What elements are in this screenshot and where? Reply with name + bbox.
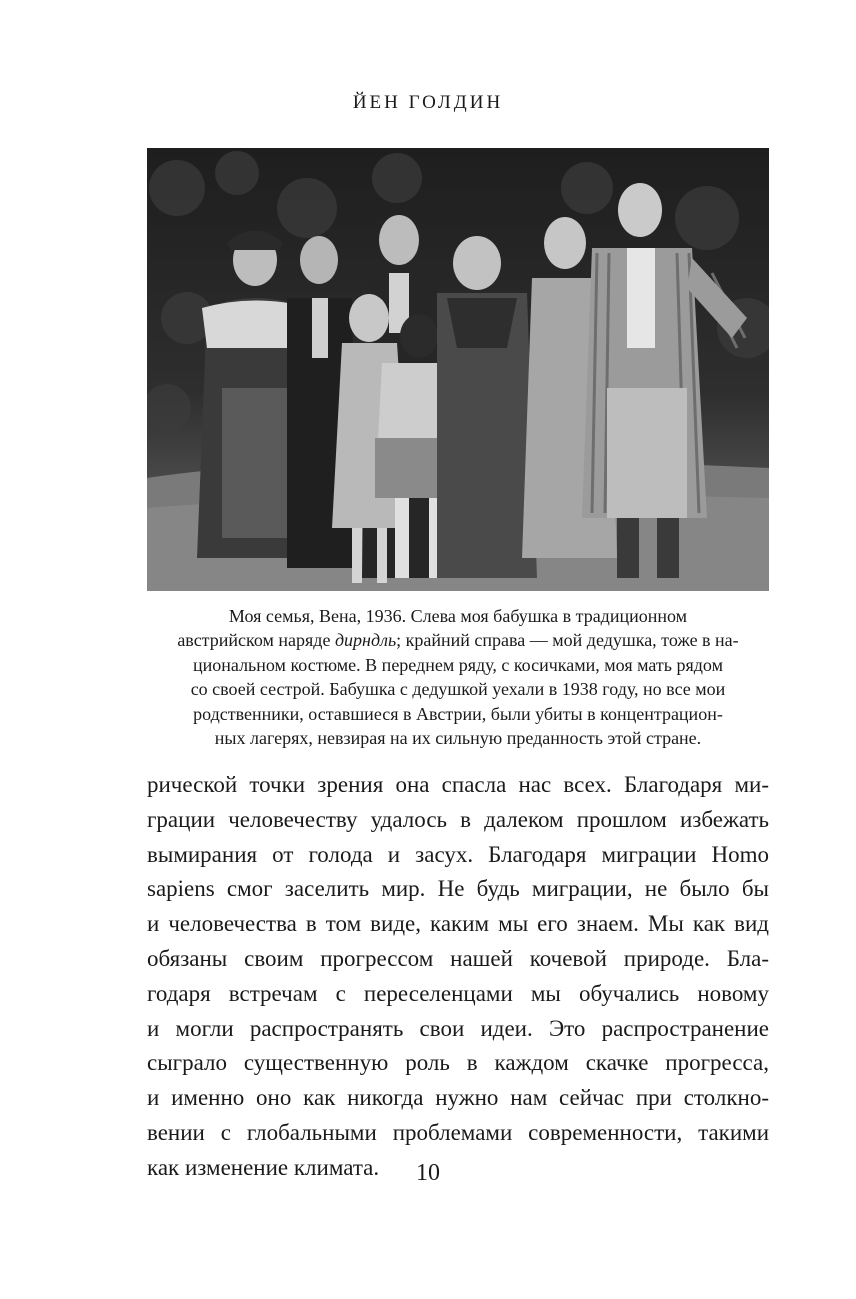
body-line: как изменение климата. [147, 1154, 380, 1180]
body-line: sapiens смог заселить мир. Не будь миграции, не было бы [147, 876, 769, 902]
body-line: сыграло существенную роль в каждом скачке прогресса, [147, 1050, 769, 1076]
body-line: и человечества в том виде, каким мы его знаем. Мы как вид [147, 911, 769, 937]
body-line: вымирания от голода и засух. Благодаря миграции Homo [147, 841, 769, 867]
caption-text: австрийском наряде [177, 630, 335, 651]
photo-caption [147, 604, 769, 750]
page-number: 10 [416, 1160, 440, 1186]
caption-line: со своей сестрой. Бабушка с дедушкой уехали в 1938 году, но все мои [190, 679, 726, 700]
caption-line [147, 628, 769, 652]
caption-text: ; крайний справа — мой дедушка, тоже в на- [396, 630, 739, 651]
caption-line: родственники, оставшиеся в Австрии, были убиты в концентрацион- [193, 703, 723, 724]
body-line: и именно оно как никогда нужно нам сейчас при столкно- [147, 1085, 769, 1111]
body-line: вении с глобальными проблемами современности, такими [147, 1119, 769, 1145]
caption-line: ных лагерях, невзирая на их сильную преданность этой стране. [214, 728, 702, 749]
body-line: обязаны своим прогрессом нашей кочевой природе. Бла- [147, 945, 769, 971]
body-line: грации человечеству удалось в далеком прошлом избежать [147, 806, 769, 832]
caption-line: Моя семья, Вена, 1936. Слева моя бабушка в традиционном [228, 606, 688, 626]
family-photo-image [147, 148, 769, 591]
running-head: ЙЕН ГОЛДИН [352, 92, 504, 113]
body-line: рической точки зрения она спасла нас всех. Благодаря ми- [147, 772, 769, 797]
body-paragraph [147, 768, 769, 1186]
caption-line: циональном костюме. В переднем ряду, с косичками, моя мать рядом [193, 654, 723, 675]
family-photo [147, 148, 769, 591]
caption-italic-term: дирндль [334, 630, 397, 651]
body-line: годаря встречам с переселенцами мы обучались новому [147, 980, 769, 1006]
body-line: и могли распространять свои идеи. Это распространение [147, 1015, 769, 1041]
